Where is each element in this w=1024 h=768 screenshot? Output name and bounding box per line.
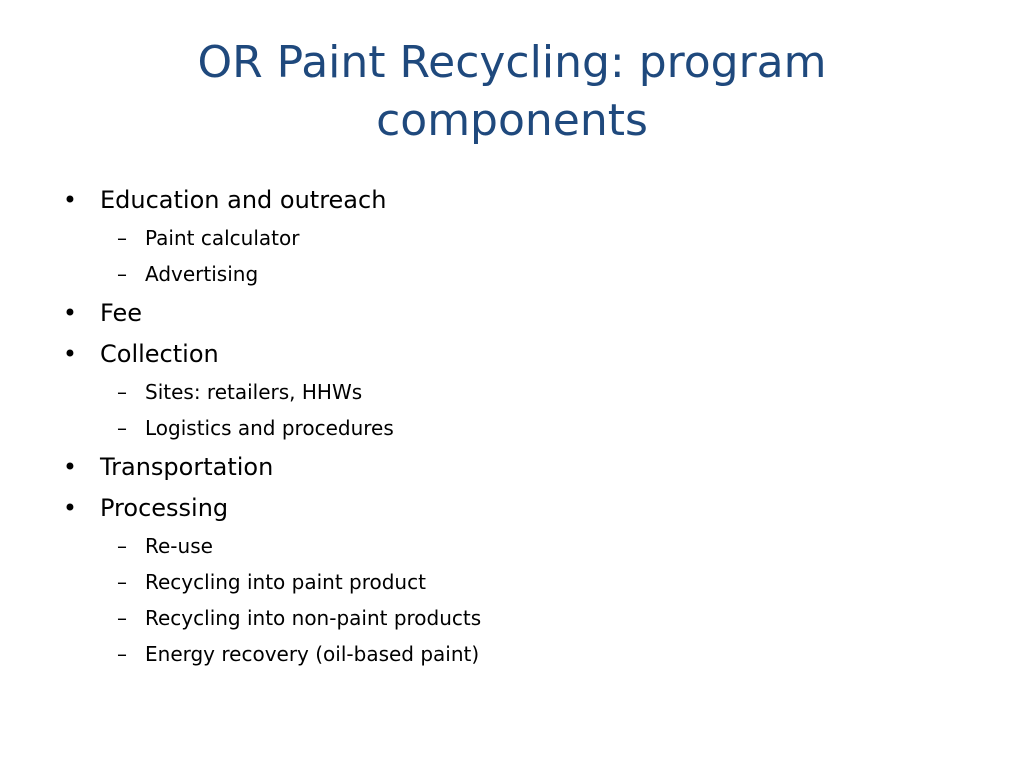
bullet-icon: • xyxy=(62,299,78,327)
dash-icon: – xyxy=(117,416,127,440)
sub-bullet-item-energy-recovery xyxy=(60,637,960,674)
bullet-icon: • xyxy=(62,494,78,522)
sub-bullet-item-paint-calculator xyxy=(60,221,960,257)
sub-bullet-text: Advertising xyxy=(145,262,259,286)
sub-bullet-text: Recycling into paint product xyxy=(145,570,426,594)
bullet-icon: • xyxy=(62,340,78,368)
bullet-text: Processing xyxy=(100,494,229,522)
sub-bullet-item-recycling-paint xyxy=(60,565,960,601)
bullet-text: Collection xyxy=(100,340,219,368)
sub-bullet-text: Re-use xyxy=(145,534,213,558)
dash-icon: – xyxy=(117,380,127,404)
sub-bullet-item-sites xyxy=(60,375,960,411)
bullet-list xyxy=(60,180,960,674)
sub-bullet-item-logistics xyxy=(60,411,960,447)
bullet-item-collection xyxy=(60,334,960,375)
bullet-item-education xyxy=(60,180,960,221)
sub-bullet-item-advertising xyxy=(60,257,960,293)
bullet-text: Education and outreach xyxy=(100,186,387,214)
sub-bullet-item-recycling-non-paint xyxy=(60,601,960,637)
dash-icon: – xyxy=(117,226,127,250)
bullet-item-transportation xyxy=(60,447,960,488)
slide-title-line-1: OR Paint Recycling: program xyxy=(197,37,827,88)
bullet-text: Fee xyxy=(100,299,143,327)
bullet-icon: • xyxy=(62,186,78,214)
sub-bullet-text: Logistics and procedures xyxy=(145,416,394,440)
sub-bullet-text: Paint calculator xyxy=(145,226,300,250)
bullet-item-fee xyxy=(60,293,960,334)
sub-bullet-item-re-use xyxy=(60,529,960,565)
dash-icon: – xyxy=(117,262,127,286)
dash-icon: – xyxy=(117,570,127,594)
bullet-icon: • xyxy=(62,453,78,481)
sub-bullet-text: Recycling into non-paint products xyxy=(145,606,482,630)
sub-bullet-text: Sites: retailers, HHWs xyxy=(145,380,363,404)
bullet-item-processing xyxy=(60,488,960,529)
dash-icon: – xyxy=(117,642,127,666)
slide-title xyxy=(60,34,964,150)
dash-icon: – xyxy=(117,534,127,558)
slide-title-line-2: components xyxy=(376,95,648,146)
dash-icon: – xyxy=(117,606,127,630)
sub-bullet-text: Energy recovery (oil-based paint) xyxy=(145,642,480,666)
bullet-text: Transportation xyxy=(100,453,274,481)
